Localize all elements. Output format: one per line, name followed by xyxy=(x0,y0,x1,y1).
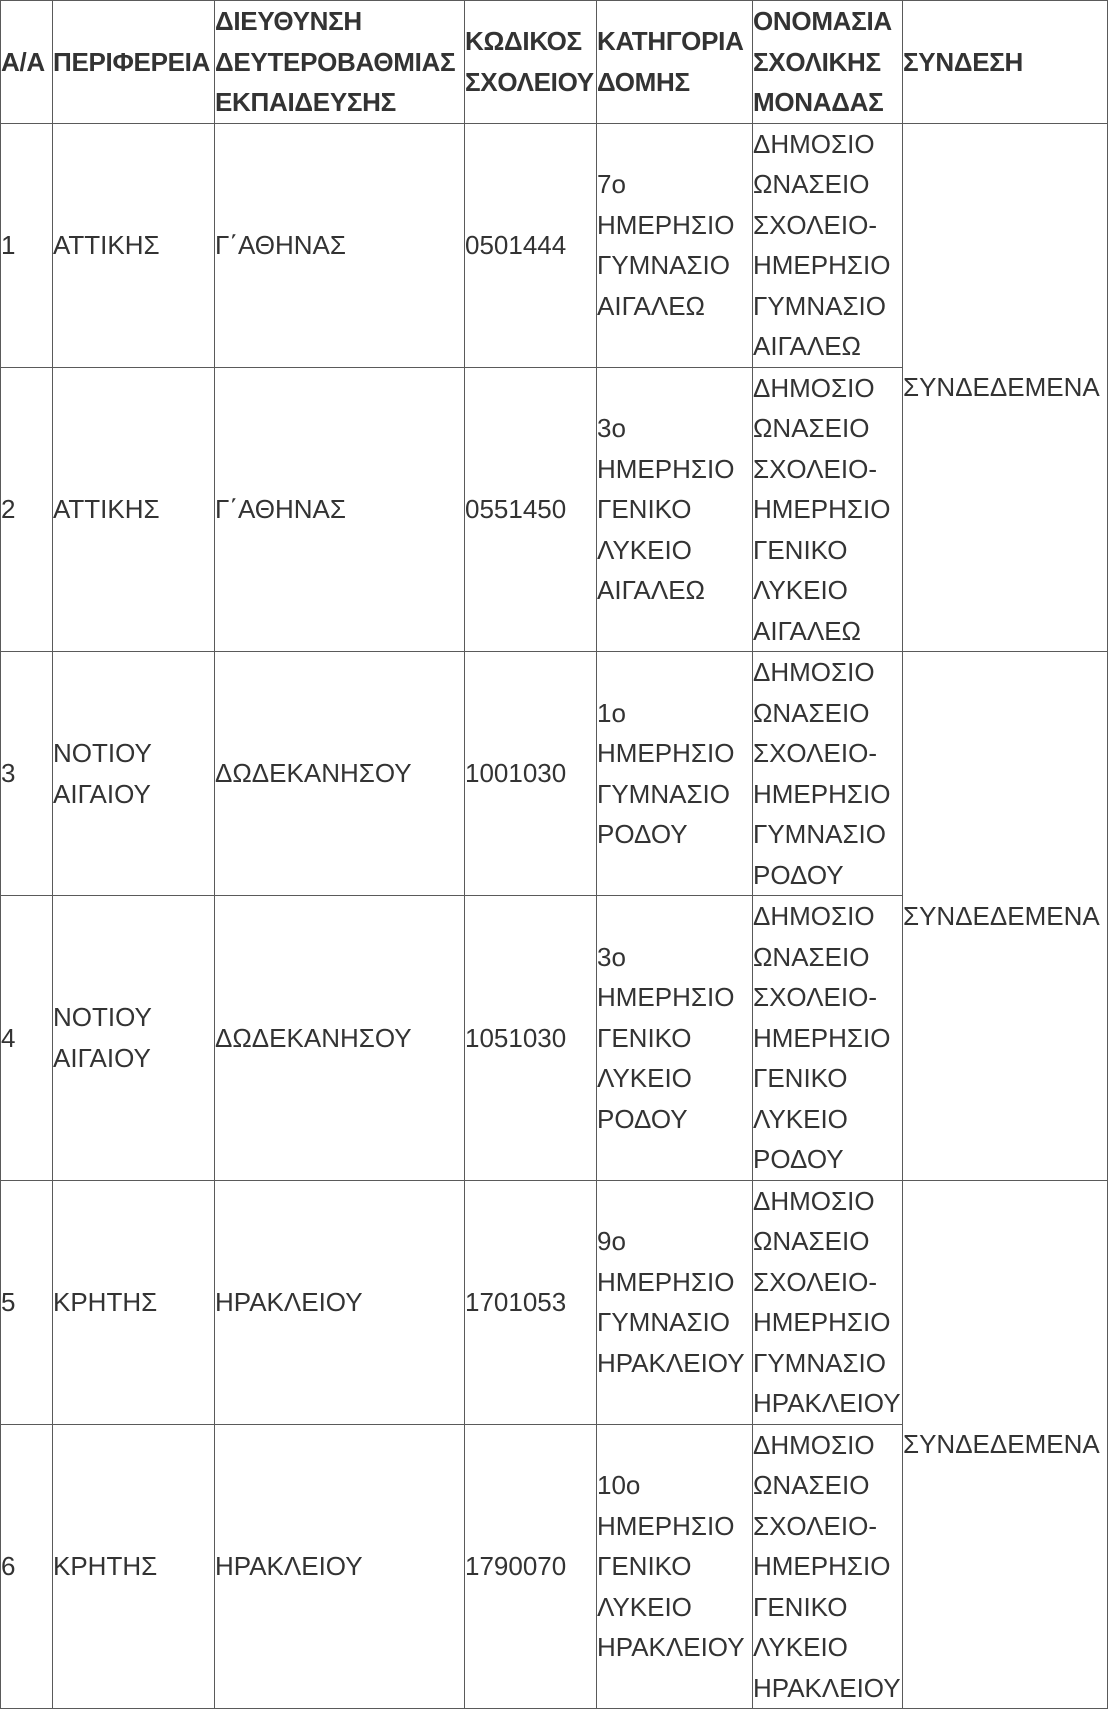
cell-school-name xyxy=(753,652,903,896)
cell-structure-category xyxy=(597,652,753,896)
table-body xyxy=(1,123,1108,1709)
header-label: ΚΑΤΗΓΟΡΙΑ ΔΟΜΗΣ xyxy=(597,26,744,97)
cell-text: ΔΩΔΕΚΑΝΗΣΟΥ xyxy=(215,758,412,789)
header-region xyxy=(53,1,215,124)
cell-school-code xyxy=(465,652,597,896)
cell-text: 6 xyxy=(1,1551,16,1581)
header-label: Α/Α xyxy=(1,46,45,77)
header-directorate xyxy=(215,1,465,124)
header-structure-category xyxy=(597,1,753,124)
table-row xyxy=(1,652,1108,896)
cell-school-code xyxy=(465,1424,597,1709)
cell-aa xyxy=(1,1180,53,1424)
cell-text: 3ο ΗΜΕΡΗΣΙΟ ΓΕΝΙΚΟ ΛΥΚΕΙΟ ΡΟΔΟΥ xyxy=(597,941,735,1134)
cell-structure-category xyxy=(597,123,753,367)
cell-text: Γ΄ΑΘΗΝΑΣ xyxy=(215,229,346,260)
cell-school-code xyxy=(465,896,597,1181)
cell-directorate xyxy=(215,652,465,896)
cell-connection xyxy=(903,123,1108,652)
cell-text: ΔΗΜΟΣΙΟ ΩΝΑΣΕΙΟ ΣΧΟΛΕΙΟ- ΗΜΕΡΗΣΙΟ ΓΥΜΝΑΣΙΟ ΗΡΑΚΛΕΙΟΥ xyxy=(753,1185,901,1418)
cell-school-name xyxy=(753,367,903,652)
cell-directorate xyxy=(215,367,465,652)
cell-text: 3 xyxy=(1,758,16,789)
cell-text: 10ο ΗΜΕΡΗΣΙΟ ΓΕΝΙΚΟ ΛΥΚΕΙΟ ΗΡΑΚΛΕΙΟΥ xyxy=(597,1470,745,1662)
cell-directorate xyxy=(215,896,465,1181)
cell-aa xyxy=(1,1424,53,1709)
cell-text: ΔΗΜΟΣΙΟ ΩΝΑΣΕΙΟ ΣΧΟΛΕΙΟ- ΗΜΕΡΗΣΙΟ ΓΕΝΙΚΟ ΛΥΚΕΙΟ ΑΙΓΑΛΕΩ xyxy=(753,372,891,646)
header-connection xyxy=(903,1,1108,124)
cell-text: 0501444 xyxy=(465,229,567,260)
cell-aa xyxy=(1,652,53,896)
cell-structure-category xyxy=(597,367,753,652)
cell-text: ΑΤΤΙΚΗΣ xyxy=(53,494,160,524)
cell-region xyxy=(53,123,215,367)
cell-text: 2 xyxy=(1,494,16,524)
cell-text: 1 xyxy=(1,229,16,260)
cell-school-name xyxy=(753,1180,903,1424)
cell-text: ΔΗΜΟΣΙΟ ΩΝΑΣΕΙΟ ΣΧΟΛΕΙΟ- ΗΜΕΡΗΣΙΟ ΓΕΝΙΚΟ ΛΥΚΕΙΟ ΡΟΔΟΥ xyxy=(753,901,891,1174)
table-row xyxy=(1,1180,1108,1424)
cell-connection xyxy=(903,1180,1108,1709)
cell-region xyxy=(53,652,215,896)
header-label: ΣΥΝΔΕΣΗ xyxy=(903,46,1024,77)
cell-text: ΝΟΤΙΟΥ ΑΙΓΑΙΟΥ xyxy=(53,738,152,809)
cell-school-code xyxy=(465,1180,597,1424)
cell-text: ΝΟΤΙΟΥ ΑΙΓΑΙΟΥ xyxy=(53,1002,152,1073)
cell-region xyxy=(53,1424,215,1709)
cell-text: 9ο ΗΜΕΡΗΣΙΟ ΓΥΜΝΑΣΙΟ ΗΡΑΚΛΕΙΟΥ xyxy=(597,1226,745,1378)
cell-text: ΚΡΗΤΗΣ xyxy=(53,1551,158,1581)
table-header xyxy=(1,1,1108,124)
cell-school-code xyxy=(465,123,597,367)
cell-text: ΔΗΜΟΣΙΟ ΩΝΑΣΕΙΟ ΣΧΟΛΕΙΟ- ΗΜΕΡΗΣΙΟ ΓΥΜΝΑΣΙΟ ΡΟΔΟΥ xyxy=(753,657,891,890)
cell-school-name xyxy=(753,123,903,367)
header-label: ΔΙΕΥΘΥΝΣΗ ΔΕΥΤΕΡΟΒΑΘΜΙΑΣ ΕΚΠΑΙΔΕΥΣΗΣ xyxy=(215,6,456,117)
cell-text: 1001030 xyxy=(465,758,567,789)
cell-school-code xyxy=(465,367,597,652)
cell-text: 1051030 xyxy=(465,1022,567,1053)
header-row xyxy=(1,1,1108,124)
cell-region xyxy=(53,1180,215,1424)
cell-text: 7ο ΗΜΕΡΗΣΙΟ ΓΥΜΝΑΣΙΟ ΑΙΓΑΛΕΩ xyxy=(597,169,735,321)
cell-text: ΗΡΑΚΛΕΙΟΥ xyxy=(215,1286,363,1317)
cell-aa xyxy=(1,367,53,652)
cell-region xyxy=(53,367,215,652)
cell-text: 1790070 xyxy=(465,1551,567,1581)
cell-directorate xyxy=(215,1180,465,1424)
cell-text: 5 xyxy=(1,1286,16,1317)
cell-text: 3ο ΗΜΕΡΗΣΙΟ ΓΕΝΙΚΟ ΛΥΚΕΙΟ ΑΙΓΑΛΕΩ xyxy=(597,413,735,605)
cell-text: 0551450 xyxy=(465,494,567,524)
cell-text: ΔΗΜΟΣΙΟ ΩΝΑΣΕΙΟ ΣΧΟΛΕΙΟ- ΗΜΕΡΗΣΙΟ ΓΥΜΝΑΣΙΟ ΑΙΓΑΛΕΩ xyxy=(753,128,891,361)
header-label: ΠΕΡΙΦΕΡΕΙΑ xyxy=(53,46,211,77)
table-row xyxy=(1,123,1108,367)
connection-status: ΣΥΝΔΕΔΕΜΕΝΑ xyxy=(903,372,1100,402)
cell-text: 1701053 xyxy=(465,1286,567,1317)
cell-structure-category xyxy=(597,1424,753,1709)
connection-status: ΣΥΝΔΕΔΕΜΕΝΑ xyxy=(903,1429,1100,1459)
cell-text: ΚΡΗΤΗΣ xyxy=(53,1286,158,1317)
cell-school-name xyxy=(753,1424,903,1709)
cell-text: ΔΩΔΕΚΑΝΗΣΟΥ xyxy=(215,1022,412,1053)
header-label: ΟΝΟΜΑΣΙΑ ΣΧΟΛΙΚΗΣ ΜΟΝΑΔΑΣ xyxy=(753,6,892,117)
cell-directorate xyxy=(215,123,465,367)
cell-text: Γ΄ΑΘΗΝΑΣ xyxy=(215,494,346,524)
cell-text: ΗΡΑΚΛΕΙΟΥ xyxy=(215,1551,363,1581)
cell-structure-category xyxy=(597,896,753,1181)
cell-school-name xyxy=(753,896,903,1181)
cell-text: ΔΗΜΟΣΙΟ ΩΝΑΣΕΙΟ ΣΧΟΛΕΙΟ- ΗΜΕΡΗΣΙΟ ΓΕΝΙΚΟ ΛΥΚΕΙΟ ΗΡΑΚΛΕΙΟΥ xyxy=(753,1429,901,1703)
cell-text: ΑΤΤΙΚΗΣ xyxy=(53,229,160,260)
cell-text: 4 xyxy=(1,1022,16,1053)
header-school-name xyxy=(753,1,903,124)
header-aa xyxy=(1,1,53,124)
connection-status: ΣΥΝΔΕΔΕΜΕΝΑ xyxy=(903,900,1100,931)
header-school-code xyxy=(465,1,597,124)
cell-aa xyxy=(1,123,53,367)
cell-text: 1ο ΗΜΕΡΗΣΙΟ ΓΥΜΝΑΣΙΟ ΡΟΔΟΥ xyxy=(597,697,735,849)
cell-region xyxy=(53,896,215,1181)
cell-structure-category xyxy=(597,1180,753,1424)
cell-connection xyxy=(903,652,1108,1181)
header-label: ΚΩΔΙΚΟΣ ΣΧΟΛΕΙΟΥ xyxy=(465,26,594,97)
cell-directorate xyxy=(215,1424,465,1709)
cell-aa xyxy=(1,896,53,1181)
